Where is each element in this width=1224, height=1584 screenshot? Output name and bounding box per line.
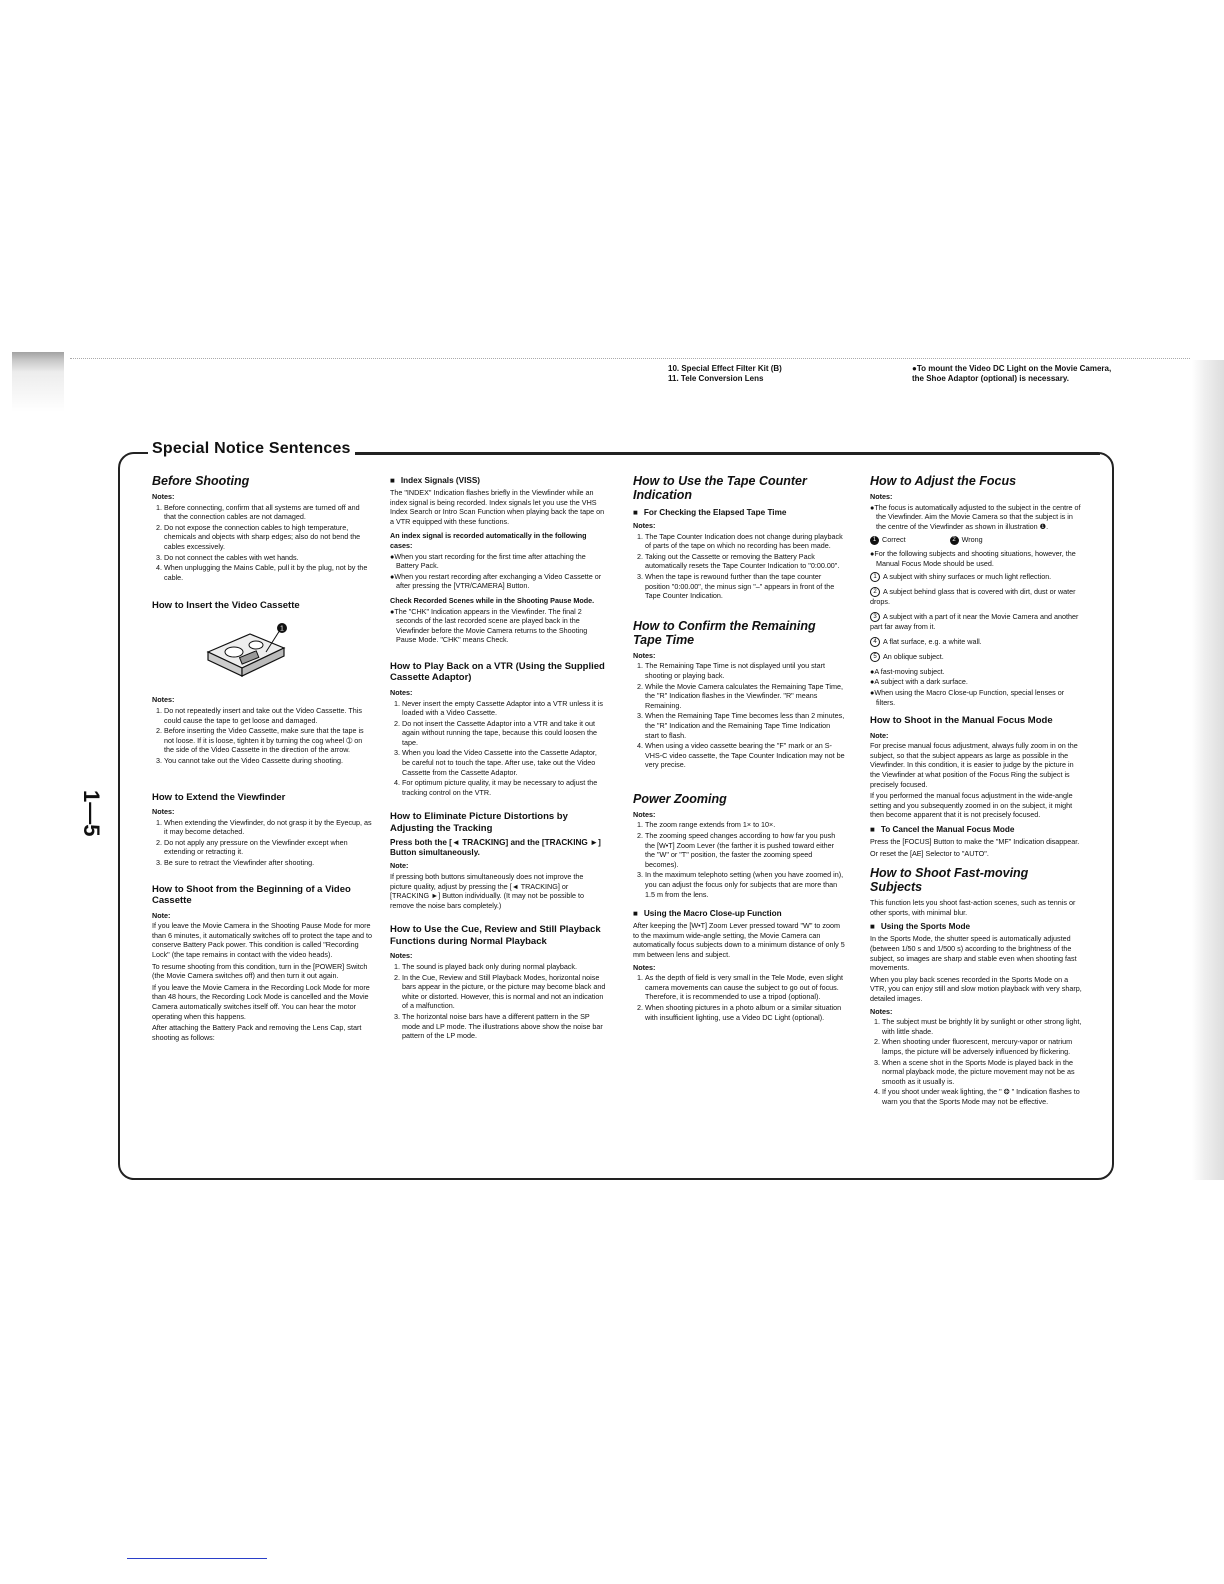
column-1 (152, 470, 372, 1044)
note-label: Note: (152, 910, 171, 920)
paragraph: For precise manual focus adjustment, always fully zoom in on the subject, so that the subject appears as large as possible in the Viewfinder. In this condition, it is easier to judge by the picture in the Viewfinder at what position of the Focus Ring the subject is precisely focused. (870, 741, 1078, 789)
note-item: 1. The zoom range extends from 1× to 10×. (645, 820, 845, 830)
note-item: 2. Before inserting the Video Cassette, make sure that the tape is not loose. If it is loose, tighten it by turning the cog wheel ➀ on the side of the Video Cassette in the direction of the arrow. (164, 726, 372, 755)
note-item: 2. Do not insert the Cassette Adaptor into a VTR and take it out again without running the tape, because this could loosen the tape. (402, 719, 606, 748)
bullet-item: ●A subject with a dark surface. (870, 677, 968, 687)
paragraph: After keeping the [W•T] Zoom Lever pressed toward "W" to zoom to the maximum wide-angle setting, the Movie Camera can automatically focus subjects down to a minimum distance of only 5 mm between lens and subject. (633, 921, 845, 959)
sub-title: ■ To Cancel the Manual Focus Mode (870, 825, 1082, 835)
bullet-list (870, 503, 1082, 532)
section-title: How to Shoot from the Beginning of a Video Cassette (152, 883, 351, 907)
notes-list (390, 962, 606, 1041)
bullet-list (390, 552, 606, 591)
circled-3-icon: 3 (870, 612, 880, 622)
note-item: 1. The subject must be brightly lit by sunlight or other strong light, with little shade. (882, 1017, 1082, 1036)
section-title: ■ Index Signals (VISS) (390, 476, 606, 486)
note-item: 1. The Remaining Tape Time is not displayed until you start shooting or playing back. (645, 661, 845, 680)
notes-label: Notes: (870, 1006, 893, 1016)
number-2-icon: 2 (950, 536, 959, 545)
top-accessory-list (668, 364, 848, 384)
note-item: 3. When a scene shot in the Sports Mode is played back in the normal playback mode, the picture movement may not be as smooth as it usually is. (882, 1058, 1082, 1087)
note-item: 4. For optimum picture quality, it may be necessary to adjust the tracking control on the VTR. (402, 778, 606, 797)
notes-label: Notes: (390, 951, 413, 961)
top-item: 10. Special Effect Filter Kit (B) (668, 364, 782, 373)
notes-label: Notes: (152, 492, 175, 501)
case-item: 2 A subject behind glass that is covered with dirt, dust or water drops. (870, 587, 1076, 607)
notes-label: Notes: (633, 521, 656, 530)
paragraph: Press the [FOCUS] Button to make the "MF" Indication disappear. (870, 837, 1080, 847)
section-title: How to Shoot Fast-moving Subjects (870, 866, 1029, 895)
note-item: 2. Do not expose the connection cables to high temperature, chemicals and objects with sharp edges; also do not bend the cables excessively. (164, 523, 372, 552)
note-item: 4. When unplugging the Mains Cable, pull it by the plug, not by the cable. (164, 563, 372, 582)
note-item: 1. Do not repeatedly insert and take out the Video Cassette. This could cause the tape to get loose and damaged. (164, 706, 372, 725)
paragraph: If you performed the manual focus adjustment in the wide-angle setting and you subsequently zoomed in on the subject, it might then become apparent that it is not precisely focused. (870, 791, 1073, 820)
note-item: 3. When you load the Video Cassette into the Cassette Adaptor, be careful not to touch the tape. After use, take out the Video Cassette from the Cassette Adaptor. (402, 748, 606, 777)
note-item: 1. The sound is played back only during normal playback. (402, 962, 606, 972)
note-item: 4. If you shoot under weak lighting, the " ❂ " Indication flashes to warn you that the Sports Mode may not be effective. (882, 1087, 1082, 1106)
note-item: 1. The Tape Counter Indication does not change during playback of parts of the tape on which no recording has been made. (645, 532, 845, 551)
title-rule (340, 453, 1100, 455)
note-item: 2. While the Movie Camera calculates the Remaining Tape Time, the "R" Indication flashes in the Viewfinder. "R" means Remaining. (645, 682, 845, 711)
note-item: 2. Do not apply any pressure on the Viewfinder except when extending or retracting it. (164, 838, 372, 857)
notes-label: Notes: (633, 650, 656, 660)
column-2 (390, 470, 606, 1042)
notes-list (152, 503, 372, 583)
bullet-item: ●The "CHK" Indication appears in the Viewfinder. The final 2 seconds of the last recorded scene are played back in the Viewfinder before the Movie Camera returns to the Shooting Pause Mode. "CHK" means Check. (390, 606, 588, 645)
wrong-label: Wrong (961, 535, 983, 545)
note-item: 3. In the maximum telephoto setting (when you have zoomed in), you can adjust the focus only for subjects that are more than 1.5 m from the lens. (645, 870, 845, 899)
paragraph: If pressing both buttons simultaneously does not improve the picture quality, adjust by pressing the [◄ TRACKING] or [TRACKING ►] Button individually. (It may not be possible to remove the noise bars completely.) (390, 872, 584, 910)
section-title: How to Adjust the Focus (870, 474, 1017, 488)
video-cassette-illustration (200, 622, 296, 680)
notes-list (152, 818, 372, 868)
correct-wrong-row (870, 535, 1082, 545)
section-title: Power Zooming (633, 791, 727, 806)
note-item: 3. When the Remaining Tape Time becomes less than 2 minutes, the "R" Indication and the Remaining Tape Time Indication start to flash. (645, 711, 845, 740)
section-title: How to Play Back on a VTR (Using the Supplied Cassette Adaptor) (390, 660, 605, 684)
correct-label: Correct (882, 535, 906, 545)
notes-list (870, 1017, 1082, 1106)
sub-label: Check Recorded Scenes while in the Shooting Pause Mode. (390, 595, 595, 605)
notes-label: Notes: (152, 695, 175, 705)
paragraph: In the Sports Mode, the shutter speed is automatically adjusted (between 1/50 s and 1/500 s) according to the brightness of the subject, so images are sharp and stable even when shooting fast movements. (870, 934, 1077, 973)
bullet-list (870, 667, 1082, 707)
circled-4-icon: 4 (870, 637, 880, 647)
notes-list (390, 699, 606, 798)
paragraph: When you play back scenes recorded in the Sports Mode on a VTR, you can enjoy still and slow motion playback with very sharp, detailed images. (870, 974, 1082, 1003)
case-item: 5 An oblique subject. (870, 652, 1082, 662)
case-item: 3 A subject with a part of it near the Movie Camera and another part far away from it. (870, 611, 1079, 632)
paragraph: If you leave the Movie Camera in the Recording Lock Mode for more than 48 hours, the Recording Lock Mode is cancelled and the Movie Camera automatically switches itself off. You can hear the motor operating when this happens. (152, 982, 370, 1021)
note-item: 1. Never insert the empty Cassette Adaptor into a VTR unless it is loaded with a Video Cassette. (402, 699, 606, 718)
frame-title: Special Notice Sentences (148, 440, 355, 458)
note-item: 2. The zooming speed changes according to how far you push the [W•T] Zoom Lever (the farther it is pushed toward either the "W" or "T" position, the faster the zooming speed becomes). (645, 831, 845, 869)
case-list (870, 572, 1082, 662)
column-4 (870, 470, 1082, 1108)
note-label: Note: (870, 730, 889, 740)
paragraph: If you leave the Movie Camera in the Shooting Pause Mode for more than 6 minutes, it automatically switches off to protect the tape and to conserve Battery Pack power. This condition is called "Recording Lock" (the tape remains in contact with the video heads). (152, 921, 373, 960)
instruction: Press both the [◄ TRACKING] and the [TRACKING ►] Button simultaneously. (390, 838, 601, 858)
top-item: 11. Tele Conversion Lens (668, 374, 764, 383)
notes-label: Notes: (870, 492, 893, 501)
paragraph: To resume shooting from this condition, turn in the [POWER] Switch (the Movie Camera switches off) and then turn it out again. (152, 961, 368, 981)
note-item: 3. Do not connect the cables with wet hands. (164, 553, 372, 563)
case-item: 1 A subject with shiny surfaces or much light reflection. (870, 572, 1082, 582)
note-item: 3. When the tape is rewound further than the tape counter position "0:00.00", the minus sign "–" appears in front of the Tape Counter Indication. (645, 572, 845, 601)
notes-list (633, 532, 845, 601)
bullet-item: ●When you start recording for the first time after attaching the Battery Pack. (390, 551, 586, 571)
note-item: 2. When shooting pictures in a photo album or a similar situation with insufficient lighting, use a Video DC Light (optional). (645, 1003, 845, 1022)
notes-label: Notes: (152, 807, 175, 817)
section-title: How to Use the Tape Counter Indication (633, 474, 807, 502)
top-right-note: ●To mount the Video DC Light on the Movie Camera, the Shoe Adaptor (optional) is necessary. (912, 364, 1112, 383)
bullet-item: ●When using the Macro Close-up Function, special lenses or filters. (870, 688, 1065, 707)
notes-list (152, 706, 372, 766)
sub-label: An index signal is recorded automatically in the following cases: (390, 531, 587, 550)
section-title: How to Use the Cue, Review and Still Playback Functions during Normal Playback (390, 924, 601, 947)
bullet-item: ●For the following subjects and shooting situations, however, the Manual Focus Mode should be used. (870, 548, 1076, 568)
number-1-icon: 1 (870, 536, 879, 545)
note-item: 4. When using a video cassette bearing the "F" mark or an S-VHS-C video cassette, the Tape Counter Indication may not be very precise. (645, 741, 845, 770)
circled-2-icon: 2 (870, 587, 880, 597)
sub-title: ■ Using the Sports Mode (870, 922, 1082, 932)
paragraph: This function lets you shoot fast-action scenes, such as tennis or other sports, with minimal blur. (870, 898, 1076, 917)
bottom-link-line (127, 1558, 267, 1559)
bullet-list (390, 607, 606, 645)
section-title: Before Shooting (152, 474, 250, 488)
paragraph: The "INDEX" Indication flashes briefly in the Viewfinder while an index signal is being recorded. Index signals let you use the VHS Index Search or Intro Scan Function when playing back the tape on a VTR equipped with these functions. (390, 488, 605, 526)
note-item: 2. When shooting under fluorescent, mercury-vapor or natrium lamps, the picture will be adversely influenced by flickering. (882, 1037, 1082, 1056)
section-title: How to Eliminate Picture Distortions by Adjusting the Tracking (390, 811, 568, 834)
note-item: 2. Taking out the Cassette or removing the Battery Pack automatically resets the Tape Counter Indication to "0:00.00". (645, 552, 845, 571)
section-title: How to Extend the Viewfinder (152, 791, 286, 803)
note-item: 2. In the Cue, Review and Still Playback Modes, horizontal noise bars appear in the picture, or the picture may become black and white or distorted. However, this is normal and not an indication of a malfunction. (402, 973, 606, 1011)
scan-edge-right (1192, 360, 1224, 1180)
paragraph: After attaching the Battery Pack and removing the Lens Cap, start shooting as follows: (152, 1023, 362, 1042)
note-item: 1. Before connecting, confirm that all systems are turned off and that the connection cables are not damaged. (164, 503, 372, 522)
circled-5-icon: 5 (870, 652, 880, 662)
section-title: How to Insert the Video Cassette (152, 600, 300, 612)
section-title: How to Shoot in the Manual Focus Mode (870, 715, 1053, 727)
circled-1-icon: 1 (870, 572, 880, 582)
bullet-item: ●The focus is automatically adjusted to the subject in the centre of the Viewfinder. Aim the Movie Camera so that the subject is in the centre of the Viewfinder as shown in illustration ❶. (870, 502, 1081, 531)
note-item: 1. As the depth of field is very small in the Tele Mode, even slight camera movements can cause the subject to go out of focus. Therefore, it is recommended to use a tripod (optional). (645, 973, 845, 1002)
paragraph: Or reset the [AE] Selector to "AUTO". (870, 848, 989, 858)
case-item: 4 A flat surface, e.g. a white wall. (870, 637, 1082, 647)
notes-label: Notes: (390, 687, 413, 697)
section-title: How to Confirm the Remaining Tape Time (633, 618, 816, 647)
bullet-list (870, 549, 1082, 568)
note-item: 3. The horizontal noise bars have a different pattern in the SP mode and LP mode. The illustrations above show the noise bar pattern of the LP mode. (402, 1012, 606, 1041)
notes-list (633, 661, 845, 770)
figure-callout: 1 (280, 625, 284, 633)
note-item: 3. You cannot take out the Video Cassette during shooting. (164, 756, 372, 766)
sub-title: ■ For Checking the Elapsed Tape Time (633, 508, 845, 518)
notes-list (633, 973, 845, 1022)
notes-label: Notes: (633, 809, 656, 819)
scan-dotted-line (70, 358, 1190, 359)
note-item: 1. When extending the Viewfinder, do not grasp it by the Eyecup, as it may become detached. (164, 818, 372, 837)
note-label: Note: (390, 861, 409, 871)
note-item: 3. Be sure to retract the Viewfinder after shooting. (164, 858, 372, 868)
sub-title: ■ Using the Macro Close-up Function (633, 909, 845, 919)
bullet-item: ●A fast-moving subject. (870, 666, 945, 676)
scan-edge-left (12, 352, 64, 442)
page-number: 1—5 (79, 790, 104, 837)
column-3 (633, 470, 845, 1023)
notes-list (633, 820, 845, 899)
notes-label: Notes: (633, 962, 656, 972)
bullet-item: ●When you restart recording after exchanging a Video Cassette or after pressing the [VTR/CAMERA] Button. (390, 571, 602, 591)
